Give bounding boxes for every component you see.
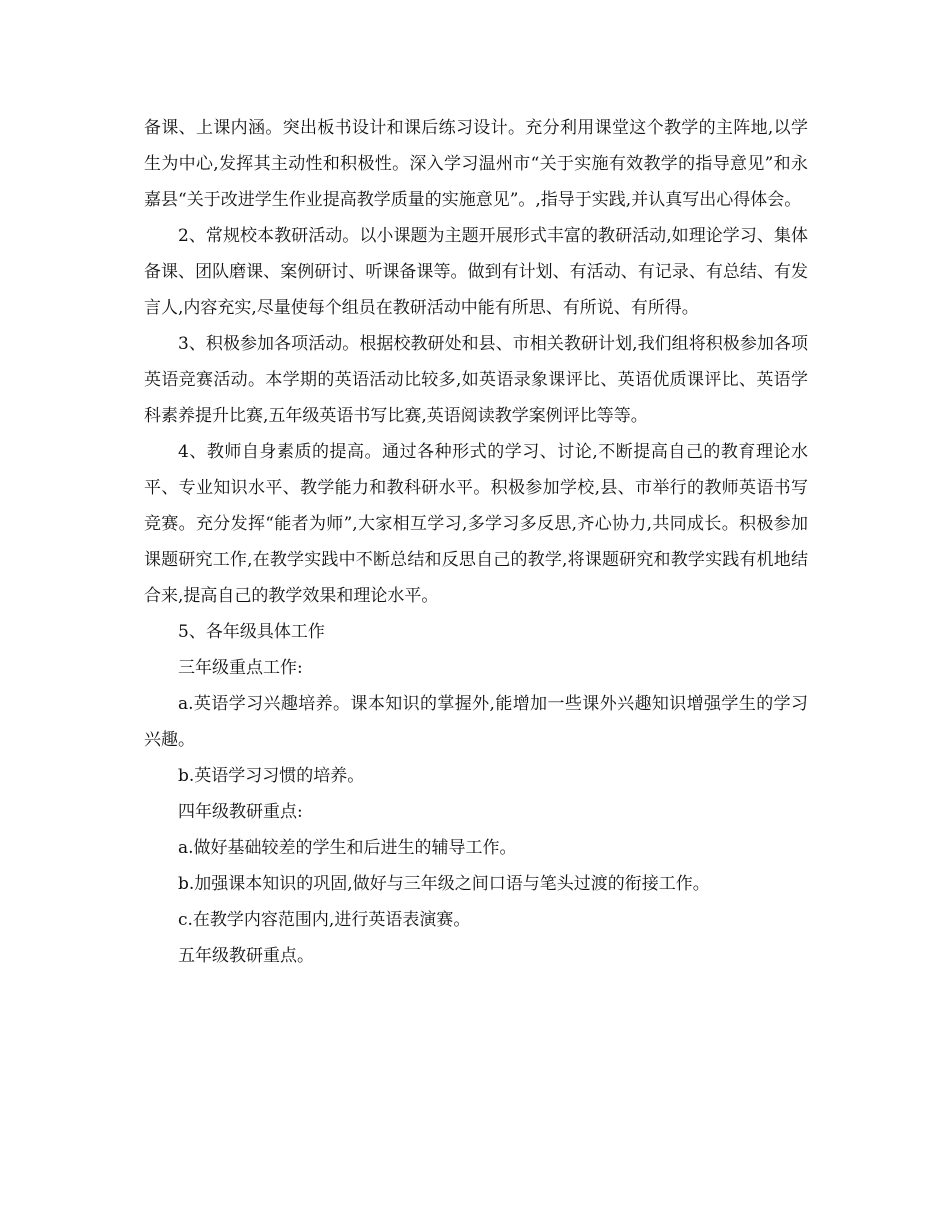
grade-four-point-a: a.做好基础较差的学生和后进生的辅导工作。 — [178, 838, 517, 858]
grade-three-heading: 三年级重点工作: — [178, 658, 303, 678]
grade-three-point-a: a.英语学习兴趣培养。课本知识的掌握外,能增加一些课外兴趣知识增强学生的学习兴趣。 — [144, 694, 808, 750]
document-page — [144, 110, 808, 974]
paragraph-item-3: 3、积极参加各项活动。根据校教研处和县、市相关教研计划,我们组将积极参加各项英语竞赛活动。本学期的英语活动比较多,如英语录象课评比、英语优质课评比、英语学科素养提升比赛,五年级英语书写比赛,英语阅读教学案例评比等等。 — [144, 334, 808, 426]
grade-four-point-c: c.在教学内容范围内,进行英语表演赛。 — [178, 910, 471, 930]
grade-four-point-b: b.加强课本知识的巩固,做好与三年级之间口语与笔头过渡的衔接工作。 — [178, 874, 710, 894]
paragraph-item-4: 4、教师自身素质的提高。通过各种形式的学习、讨论,不断提高自己的教育理论水平、专业知识水平、教学能力和教科研水平。积极参加学校,县、市举行的教师英语书写竞赛。充分发挥“能者为师”,大家相互学习,多学习多反思,齐心协力,共同成长。积极参加课题研究工作,在教学实践中不断总结和反思自己的教学,将课题研究和教学实践有机地结合来,提高自己的教学效果和理论水平。 — [144, 442, 808, 606]
grade-four-heading: 四年级教研重点: — [178, 802, 303, 822]
paragraph-item-2: 2、常规校本教研活动。以小课题为主题开展形式丰富的教研活动,如理论学习、集体备课、团队磨课、案例研讨、听课备课等。做到有计划、有活动、有记录、有总结、有发言人,内容充实,尽量使每个组员在教研活动中能有所思、有所说、有所得。 — [144, 226, 808, 318]
paragraph-continuation: 备课、上课内涵。突出板书设计和课后练习设计。充分利用课堂这个教学的主阵地,以学生为中心,发挥其主动性和积极性。深入学习温州市“关于实施有效教学的指导意见”和永嘉县“关于改进学生作业提高教学质量的实施意见”。,指导于实践,并认真写出心得体会。 — [144, 118, 808, 210]
paragraph-item-5-heading: 5、各年级具体工作 — [178, 622, 325, 642]
grade-three-point-b: b.英语学习习惯的培养。 — [178, 766, 365, 786]
grade-five-heading: 五年级教研重点。 — [178, 946, 314, 966]
